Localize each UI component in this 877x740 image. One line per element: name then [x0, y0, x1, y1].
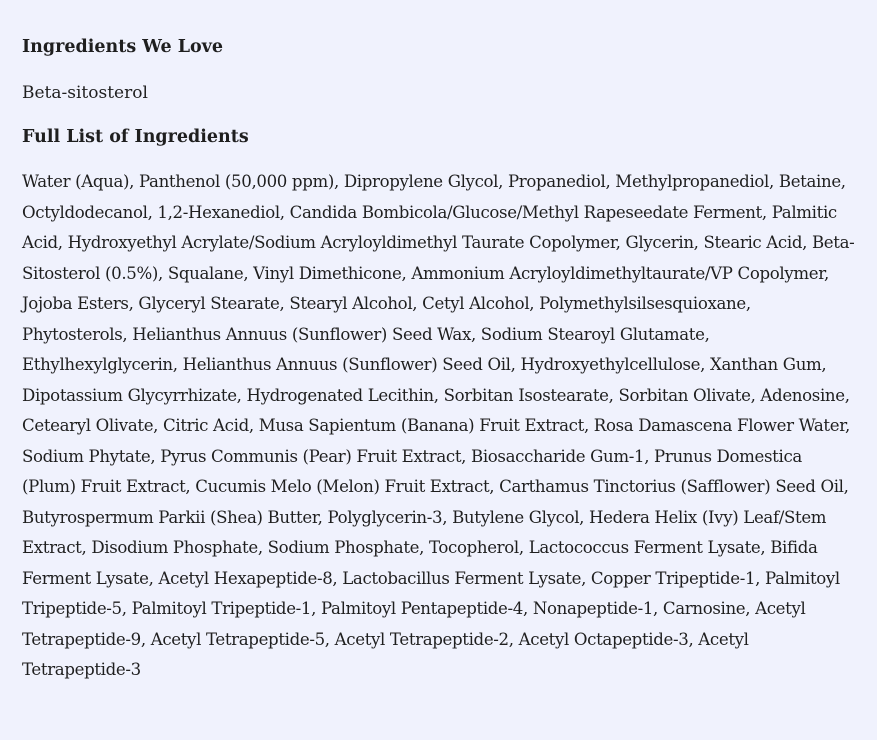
- full-ingredients-list: Water (Aqua), Panthenol (50,000 ppm), Dipropylene Glycol, Propanediol, Methylpropanediol, Betaine, Octyldodecanol, 1,2-Hexanediol, Candida Bombicola/Glucose/Methyl Rapeseedate Ferment, Palmitic Acid, Hydroxyethyl Acrylate/Sodium Acryloyldimethyl Taurate Copolymer, Glycerin, Stearic Acid, Beta-Sitosterol (0.5%), Squalane, Vinyl Dimethicone, Ammonium Acryloyldimethyltaurate/VP Copolymer, Jojoba Esters, Glyceryl Stearate, Stearyl Alcohol, Cetyl Alcohol, Polymethylsilsesquioxane, Phytosterols, Helianthus Annuus (Sunflower) Seed Wax, Sodium Stearoyl Glutamate, Ethylhexylglycerin, Helianthus Annuus (Sunflower) Seed Oil, Hydroxyethylcellulose, Xanthan Gum, Dipotassium Glycyrrhizate, Hydrogenated Lecithin, Sorbitan Isostearate, Sorbitan Olivate, Adenosine, Cetearyl Olivate, Citric Acid, Musa Sapientum (Banana) Fruit Extract, Rosa Damascena Flower Water, Sodium Phytate, Pyrus Communis (Pear) Fruit Extract, Biosaccharide Gum-1, Prunus Domestica (Plum) Fruit Extract, Cucumis Melo (Melon) Fruit Extract, Carthamus Tinctorius (Safflower) Seed Oil, Butyrospermum Parkii (Shea) Butter, Polyglycerin-3, Butylene Glycol, Hedera Helix (Ivy) Leaf/Stem Extract, Disodium Phosphate, Sodium Phosphate, Tocopherol, Lactococcus Ferment Lysate, Bifida Ferment Lysate, Acetyl Hexapeptide-8, Lactobacillus Ferment Lysate, Copper Tripeptide-1, Palmitoyl Tripeptide-5, Palmitoyl Tripeptide-1, Palmitoyl Pentapeptide-4, Nonapeptide-1, Carnosine, Acetyl Tetrapeptide-9, Acetyl Tetrapeptide-5, Acetyl Tetrapeptide-2, Acetyl Octapeptide-3, Acetyl Tetrapeptide-3: [22, 172, 855, 679]
- full-list-heading: Full List of Ingredients: [22, 127, 249, 147]
- ingredients-we-love-heading: Ingredients We Love: [22, 37, 224, 57]
- ingredients-we-love-value: Beta-sitosterol: [22, 83, 148, 103]
